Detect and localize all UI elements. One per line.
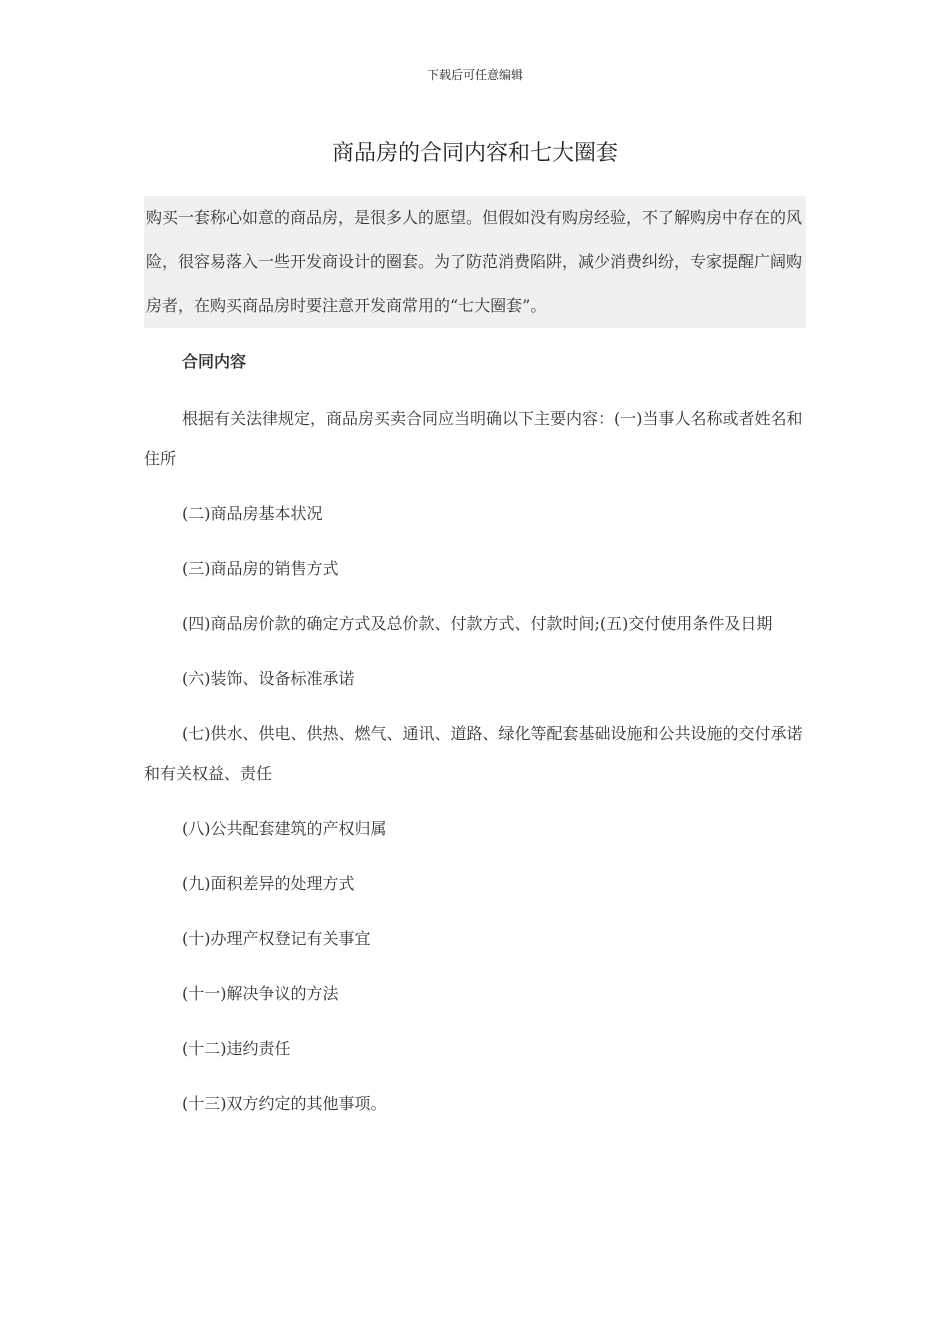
paragraph-8: (九)面积差异的处理方式 xyxy=(182,874,355,893)
paragraph-12: (十三)双方约定的其他事项。 xyxy=(182,1094,387,1113)
page-title: 商品房的合同内容和七大圈套 xyxy=(331,141,618,166)
paragraph-10: (十一)解决争议的方法 xyxy=(182,984,339,1003)
paragraph-2: (二)商品房基本状况 xyxy=(182,504,323,523)
paragraph-9: (十)办理产权登记有关事宜 xyxy=(182,929,371,948)
paragraph-1: 根据有关法律规定，商品房买卖合同应当明确以下主要内容：(一)当事人名称或者姓名和住所 xyxy=(144,409,803,468)
paragraph-3: (三)商品房的销售方式 xyxy=(182,559,339,578)
contract-content xyxy=(144,340,806,1139)
paragraph-11: (十二)违约责任 xyxy=(182,1039,291,1058)
section-heading: 合同内容 xyxy=(182,352,247,371)
intro-paragraph: 购买一套称心如意的商品房，是很多人的愿望。但假如没有购房经验，不了解购房中存在的风险，很容易落入一些开发商设计的圈套。为了防范消费陷阱，减少消费纠纷，专家提醒广阔购房者，在购买商品房时要注意开发商常用的“七大圈套”。 xyxy=(144,196,806,328)
paragraph-5: (六)装饰、设备标准承诺 xyxy=(182,669,355,688)
paragraph-7: (八)公共配套建筑的产权归属 xyxy=(182,819,387,838)
paragraph-6: (七)供水、供电、供热、燃气、通讯、道路、绿化等配套基础设施和公共设施的交付承诺和有关权益、责任 xyxy=(144,724,803,783)
header-note: 下载后可任意编辑 xyxy=(426,68,523,82)
paragraph-4: (四)商品房价款的确定方式及总价款、付款方式、付款时间;(五)交付使用条件及日期 xyxy=(182,614,773,633)
